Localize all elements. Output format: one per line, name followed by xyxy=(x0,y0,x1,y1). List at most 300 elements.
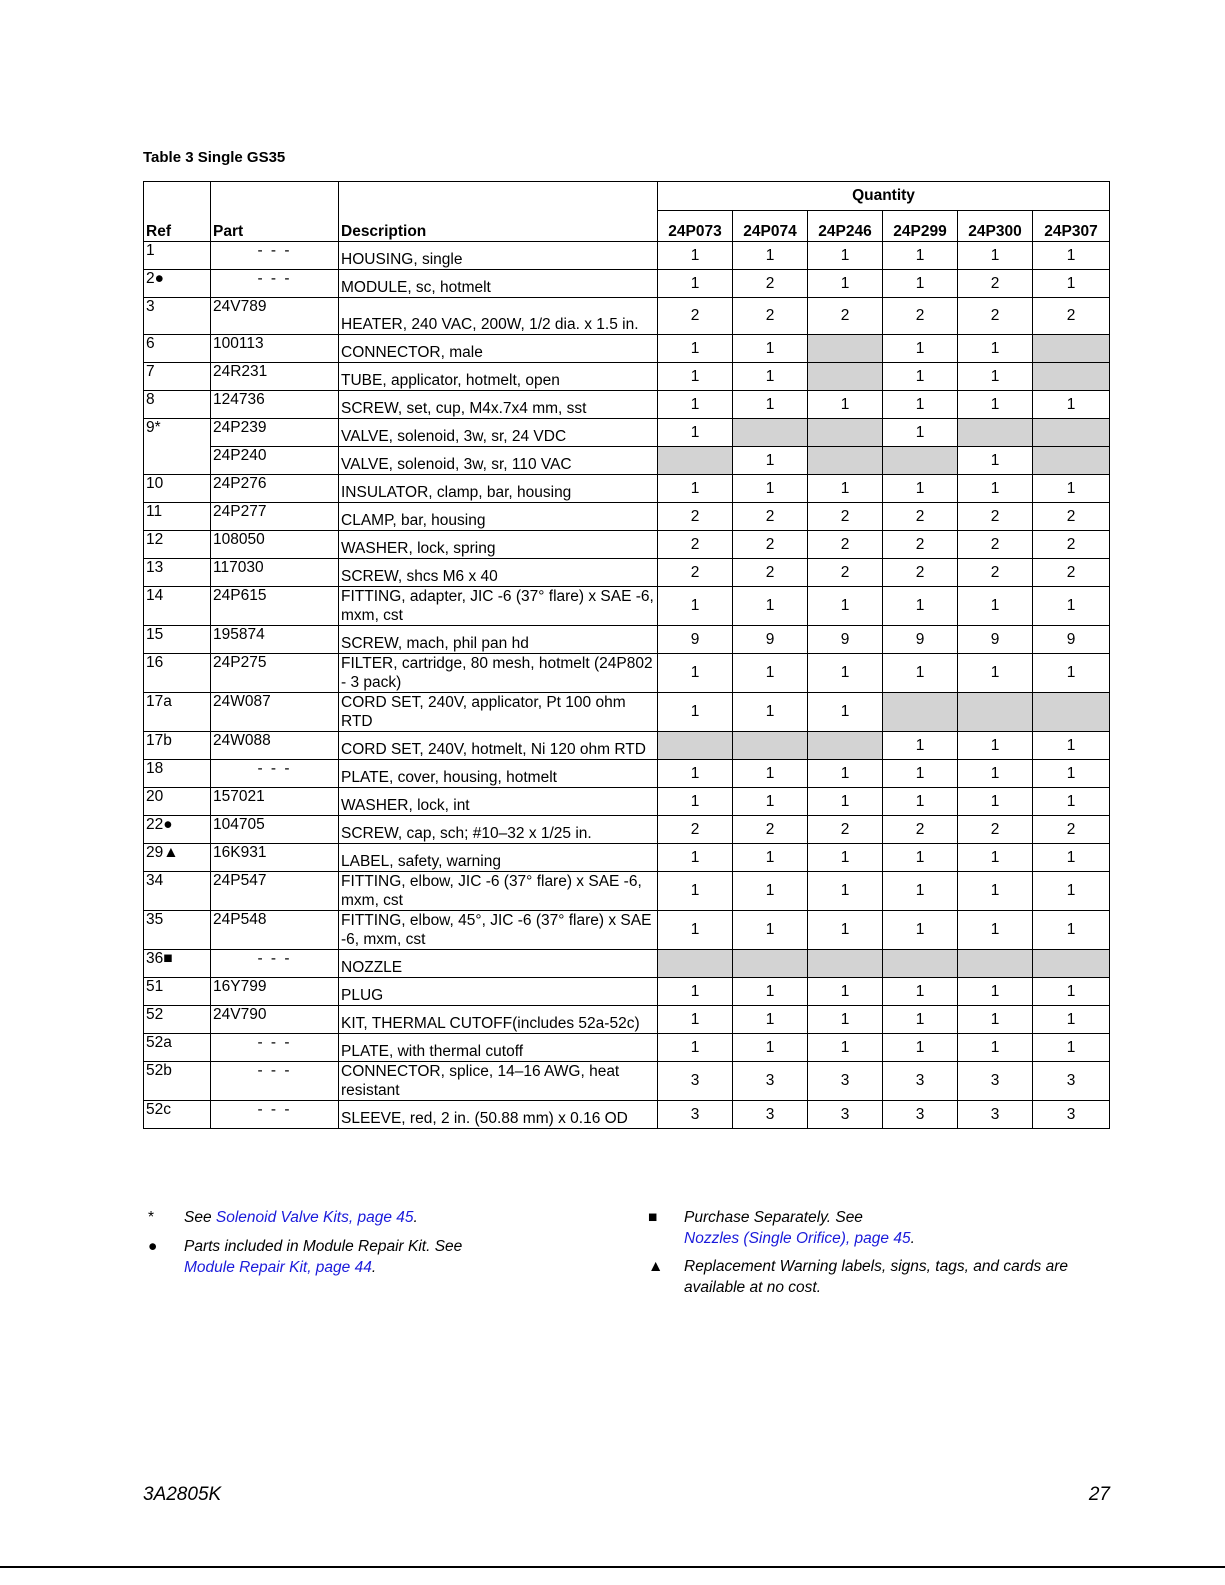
quantity-cell: 2 xyxy=(1033,298,1110,335)
quantity-cell: 3 xyxy=(1033,1101,1110,1129)
part-cell: 16Y799 xyxy=(211,978,339,1006)
quantity-cell: 1 xyxy=(808,587,883,626)
quantity-cell: 2 xyxy=(658,816,733,844)
ref-cell: 18 xyxy=(144,760,211,788)
table-row xyxy=(144,242,1110,270)
table-row xyxy=(144,760,1110,788)
quantity-cell: 1 xyxy=(958,447,1033,475)
description-header: Description xyxy=(339,182,658,242)
footnote-period: . xyxy=(371,1259,377,1276)
part-cell: 24W088 xyxy=(211,732,339,760)
quantity-cell: 1 xyxy=(808,270,883,298)
page-number: 27 xyxy=(1088,1484,1110,1505)
part-cell: 24P277 xyxy=(211,503,339,531)
quantity-cell: 2 xyxy=(733,270,808,298)
quantity-cell: 1 xyxy=(658,1034,733,1062)
quantity-cell: 1 xyxy=(658,391,733,419)
part-cell: 24P240 xyxy=(211,447,339,475)
description-cell: WASHER, lock, int xyxy=(339,788,658,816)
ref-cell: 10 xyxy=(144,475,211,503)
table-row xyxy=(144,559,1110,587)
quantity-cell: 1 xyxy=(883,335,958,363)
quantity-cell: 1 xyxy=(808,242,883,270)
part-cell: - - - xyxy=(211,950,339,978)
quantity-cell: 2 xyxy=(1033,559,1110,587)
quantity-cell: 9 xyxy=(1033,626,1110,654)
part-cell: 24W087 xyxy=(211,693,339,732)
part-cell: - - - xyxy=(211,760,339,788)
quantity-cell-shaded xyxy=(1033,419,1110,447)
ref-cell: 34 xyxy=(144,872,211,911)
quantity-cell: 2 xyxy=(658,559,733,587)
model-header: 24P246 xyxy=(808,211,883,242)
quantity-cell: 1 xyxy=(1033,911,1110,950)
square-icon: ■ xyxy=(648,1209,658,1226)
ref-header: Ref xyxy=(144,182,211,242)
quantity-cell: 2 xyxy=(808,816,883,844)
description-cell: CLAMP, bar, housing xyxy=(339,503,658,531)
table-caption: Table 3 Single GS35 xyxy=(143,149,286,166)
quantity-cell: 1 xyxy=(808,693,883,732)
quantity-cell-shaded xyxy=(808,447,883,475)
quantity-cell: 2 xyxy=(883,816,958,844)
quantity-cell: 1 xyxy=(658,872,733,911)
quantity-cell: 1 xyxy=(883,587,958,626)
part-cell: - - - xyxy=(211,270,339,298)
quantity-cell: 2 xyxy=(808,559,883,587)
quantity-cell-shaded xyxy=(958,693,1033,732)
ref-cell: 15 xyxy=(144,626,211,654)
quantity-cell-shaded xyxy=(1033,335,1110,363)
quantity-cell: 1 xyxy=(1033,732,1110,760)
ref-cell: 16 xyxy=(144,654,211,693)
ref-cell: 14 xyxy=(144,587,211,626)
table-row xyxy=(144,911,1110,950)
quantity-cell: 9 xyxy=(883,626,958,654)
quantity-cell: 3 xyxy=(958,1062,1033,1101)
quantity-cell-shaded xyxy=(733,950,808,978)
quantity-cell-shaded xyxy=(658,950,733,978)
quantity-cell: 1 xyxy=(958,587,1033,626)
table-row xyxy=(144,531,1110,559)
quantity-cell: 1 xyxy=(808,911,883,950)
quantity-cell: 9 xyxy=(808,626,883,654)
solenoid-valve-kits-link[interactable]: Solenoid Valve Kits, page 45 xyxy=(215,1209,414,1226)
description-cell: MODULE, sc, hotmelt xyxy=(339,270,658,298)
quantity-cell: 1 xyxy=(808,1006,883,1034)
part-cell: 124736 xyxy=(211,391,339,419)
part-cell: 157021 xyxy=(211,788,339,816)
table-row xyxy=(144,1101,1110,1129)
quantity-cell: 3 xyxy=(958,1101,1033,1129)
quantity-cell: 3 xyxy=(808,1062,883,1101)
quantity-cell: 1 xyxy=(883,270,958,298)
description-cell: SCREW, cap, sch; #10–32 x 1/25 in. xyxy=(339,816,658,844)
quantity-cell: 2 xyxy=(958,503,1033,531)
description-cell: PLUG xyxy=(339,978,658,1006)
part-cell: 104705 xyxy=(211,816,339,844)
quantity-cell: 3 xyxy=(658,1062,733,1101)
quantity-cell: 1 xyxy=(733,911,808,950)
quantity-cell: 1 xyxy=(658,475,733,503)
quantity-cell-shaded xyxy=(658,732,733,760)
quantity-cell: 1 xyxy=(808,760,883,788)
table-row xyxy=(144,693,1110,732)
parts-table xyxy=(143,181,1110,1129)
description-cell: HOUSING, single xyxy=(339,242,658,270)
table-row xyxy=(144,298,1110,335)
quantity-cell: 1 xyxy=(658,760,733,788)
part-cell: 108050 xyxy=(211,531,339,559)
quantity-cell: 1 xyxy=(1033,654,1110,693)
description-cell: CORD SET, 240V, applicator, Pt 100 ohm RTD xyxy=(339,693,658,732)
quantity-cell: 2 xyxy=(733,503,808,531)
quantity-cell: 2 xyxy=(733,559,808,587)
part-cell: 195874 xyxy=(211,626,339,654)
quantity-cell: 3 xyxy=(883,1101,958,1129)
quantity-cell: 1 xyxy=(883,1034,958,1062)
table-row xyxy=(144,978,1110,1006)
description-cell: SCREW, mach, phil pan hd xyxy=(339,626,658,654)
table-row xyxy=(144,335,1110,363)
quantity-cell-shaded xyxy=(1033,363,1110,391)
table-row xyxy=(144,391,1110,419)
description-cell: TUBE, applicator, hotmelt, open xyxy=(339,363,658,391)
ref-cell: 3 xyxy=(144,298,211,335)
quantity-cell: 9 xyxy=(958,626,1033,654)
ref-cell: 9* xyxy=(144,419,211,447)
quantity-cell-shaded xyxy=(958,419,1033,447)
description-cell: FITTING, elbow, JIC -6 (37° flare) x SAE -6, mxm, cst xyxy=(339,872,658,911)
quantity-cell: 1 xyxy=(1033,587,1110,626)
quantity-cell: 1 xyxy=(733,475,808,503)
module-repair-kit-link[interactable]: Module Repair Kit, page 44 xyxy=(184,1259,372,1276)
quantity-header: Quantity xyxy=(658,182,1110,211)
quantity-cell: 1 xyxy=(883,872,958,911)
table-row xyxy=(144,844,1110,872)
description-cell: SCREW, shcs M6 x 40 xyxy=(339,559,658,587)
quantity-cell-shaded xyxy=(808,419,883,447)
part-cell: 24P275 xyxy=(211,654,339,693)
quantity-cell: 1 xyxy=(808,844,883,872)
quantity-cell-shaded xyxy=(883,693,958,732)
quantity-cell: 1 xyxy=(883,788,958,816)
quantity-cell: 1 xyxy=(733,447,808,475)
quantity-cell: 1 xyxy=(1033,242,1110,270)
ref-cell: 52a xyxy=(144,1034,211,1062)
quantity-cell: 1 xyxy=(658,242,733,270)
quantity-cell: 1 xyxy=(958,760,1033,788)
quantity-cell: 2 xyxy=(883,531,958,559)
quantity-cell: 2 xyxy=(658,298,733,335)
description-cell: PLATE, with thermal cutoff xyxy=(339,1034,658,1062)
ref-cell: 11 xyxy=(144,503,211,531)
model-header: 24P074 xyxy=(733,211,808,242)
quantity-cell: 2 xyxy=(658,531,733,559)
description-cell: CONNECTOR, splice, 14–16 AWG, heat resistant xyxy=(339,1062,658,1101)
description-cell: KIT, THERMAL CUTOFF(includes 52a-52c) xyxy=(339,1006,658,1034)
quantity-cell-shaded xyxy=(883,950,958,978)
quantity-cell: 1 xyxy=(733,760,808,788)
bullet-dot-icon: ● xyxy=(148,1238,158,1255)
part-cell: 24P548 xyxy=(211,911,339,950)
quantity-cell-shaded xyxy=(1033,950,1110,978)
ref-cell: 52b xyxy=(144,1062,211,1101)
parts-body xyxy=(144,242,1110,1129)
quantity-cell: 2 xyxy=(1033,816,1110,844)
quantity-cell: 1 xyxy=(658,693,733,732)
table-row xyxy=(144,1034,1110,1062)
quantity-cell: 1 xyxy=(733,1006,808,1034)
ref-cell: 51 xyxy=(144,978,211,1006)
quantity-cell: 1 xyxy=(1033,391,1110,419)
quantity-cell-shaded xyxy=(1033,447,1110,475)
quantity-cell: 1 xyxy=(958,475,1033,503)
description-cell: PLATE, cover, housing, hotmelt xyxy=(339,760,658,788)
quantity-cell: 1 xyxy=(883,1006,958,1034)
quantity-cell: 1 xyxy=(1033,872,1110,911)
model-header: 24P073 xyxy=(658,211,733,242)
description-cell: HEATER, 240 VAC, 200W, 1/2 dia. x 1.5 in. xyxy=(339,298,658,335)
quantity-cell: 1 xyxy=(658,788,733,816)
quantity-cell: 1 xyxy=(883,760,958,788)
table-row xyxy=(144,950,1110,978)
quantity-cell: 2 xyxy=(808,298,883,335)
quantity-cell: 1 xyxy=(808,1034,883,1062)
nozzles-link[interactable]: Nozzles (Single Orifice), page 45 xyxy=(684,1230,911,1247)
part-cell: 24V790 xyxy=(211,1006,339,1034)
quantity-cell: 1 xyxy=(883,654,958,693)
quantity-cell: 2 xyxy=(958,559,1033,587)
footnote-text: Parts included in Module Repair Kit. See xyxy=(184,1238,463,1255)
part-cell: 24P239 xyxy=(211,419,339,447)
quantity-cell: 3 xyxy=(883,1062,958,1101)
table-row xyxy=(144,1006,1110,1034)
model-header: 24P299 xyxy=(883,211,958,242)
description-cell: LABEL, safety, warning xyxy=(339,844,658,872)
quantity-cell: 9 xyxy=(733,626,808,654)
ref-cell: 17b xyxy=(144,732,211,760)
quantity-cell: 1 xyxy=(733,788,808,816)
description-cell: FITTING, adapter, JIC -6 (37° flare) x SAE -6, mxm, cst xyxy=(339,587,658,626)
table-row xyxy=(144,816,1110,844)
table-row xyxy=(144,872,1110,911)
quantity-cell: 1 xyxy=(658,587,733,626)
quantity-cell: 1 xyxy=(658,1006,733,1034)
quantity-cell: 1 xyxy=(883,911,958,950)
part-cell: - - - xyxy=(211,1101,339,1129)
quantity-cell: 1 xyxy=(1033,760,1110,788)
quantity-cell: 1 xyxy=(958,872,1033,911)
quantity-cell: 2 xyxy=(808,531,883,559)
quantity-cell: 1 xyxy=(958,911,1033,950)
quantity-cell: 1 xyxy=(958,732,1033,760)
description-cell: CONNECTOR, male xyxy=(339,335,658,363)
footnote-text: Purchase Separately. See xyxy=(684,1209,863,1226)
ref-cell: 36■ xyxy=(144,950,211,978)
quantity-cell-shaded xyxy=(808,363,883,391)
model-header: 24P307 xyxy=(1033,211,1110,242)
description-cell: VALVE, solenoid, 3w, sr, 110 VAC xyxy=(339,447,658,475)
quantity-cell: 1 xyxy=(883,844,958,872)
part-cell: 24P547 xyxy=(211,872,339,911)
table-row xyxy=(144,654,1110,693)
quantity-cell: 2 xyxy=(808,503,883,531)
quantity-cell: 2 xyxy=(733,816,808,844)
part-cell: 16K931 xyxy=(211,844,339,872)
quantity-cell: 1 xyxy=(883,978,958,1006)
quantity-cell: 1 xyxy=(958,844,1033,872)
part-cell: 24V789 xyxy=(211,298,339,335)
ref-cell: 20 xyxy=(144,788,211,816)
quantity-cell: 1 xyxy=(658,844,733,872)
table-row xyxy=(144,626,1110,654)
description-cell: FILTER, cartridge, 80 mesh, hotmelt (24P802 - 3 pack) xyxy=(339,654,658,693)
quantity-cell: 1 xyxy=(733,978,808,1006)
quantity-cell: 1 xyxy=(1033,788,1110,816)
quantity-cell: 1 xyxy=(1033,1006,1110,1034)
quantity-cell: 1 xyxy=(883,475,958,503)
quantity-cell: 1 xyxy=(733,872,808,911)
footnote-text: Replacement Warning labels, signs, tags, and cards are available at no cost. xyxy=(684,1258,1068,1296)
quantity-cell: 1 xyxy=(883,391,958,419)
ref-cell: 22● xyxy=(144,816,211,844)
quantity-cell: 1 xyxy=(733,363,808,391)
table-row xyxy=(144,1062,1110,1101)
ref-cell: 2● xyxy=(144,270,211,298)
quantity-cell: 1 xyxy=(1033,270,1110,298)
ref-cell: 17a xyxy=(144,693,211,732)
quantity-cell-shaded xyxy=(958,950,1033,978)
quantity-cell: 1 xyxy=(808,654,883,693)
quantity-cell: 1 xyxy=(733,654,808,693)
ref-cell xyxy=(144,447,211,475)
ref-cell: 52 xyxy=(144,1006,211,1034)
description-cell: CORD SET, 240V, hotmelt, Ni 120 ohm RTD xyxy=(339,732,658,760)
footnote-period: . xyxy=(910,1230,915,1247)
quantity-cell-shaded xyxy=(1033,693,1110,732)
quantity-cell: 1 xyxy=(733,391,808,419)
description-cell: SLEEVE, red, 2 in. (50.88 mm) x 0.16 OD xyxy=(339,1101,658,1129)
quantity-cell: 1 xyxy=(958,242,1033,270)
document-number: 3A2805K xyxy=(143,1484,222,1505)
quantity-cell: 1 xyxy=(958,1006,1033,1034)
quantity-cell: 2 xyxy=(958,531,1033,559)
footnote-text: See xyxy=(184,1209,216,1226)
quantity-cell: 1 xyxy=(658,270,733,298)
quantity-cell: 1 xyxy=(958,654,1033,693)
quantity-cell: 1 xyxy=(733,844,808,872)
quantity-cell: 1 xyxy=(658,419,733,447)
ref-cell: 13 xyxy=(144,559,211,587)
quantity-cell: 1 xyxy=(808,475,883,503)
quantity-cell: 2 xyxy=(658,503,733,531)
quantity-cell: 2 xyxy=(733,531,808,559)
part-cell: 117030 xyxy=(211,559,339,587)
quantity-cell: 1 xyxy=(883,363,958,391)
table-row xyxy=(144,419,1110,447)
quantity-cell: 1 xyxy=(883,732,958,760)
quantity-cell-shaded xyxy=(808,732,883,760)
quantity-cell: 1 xyxy=(1033,1034,1110,1062)
footnote-period: . xyxy=(413,1209,418,1226)
quantity-cell: 1 xyxy=(808,788,883,816)
table-row xyxy=(144,363,1110,391)
quantity-cell: 1 xyxy=(733,1034,808,1062)
part-cell: 24P276 xyxy=(211,475,339,503)
part-cell: 24P615 xyxy=(211,587,339,626)
ref-cell: 6 xyxy=(144,335,211,363)
quantity-cell-shaded xyxy=(658,447,733,475)
description-cell: NOZZLE xyxy=(339,950,658,978)
part-header: Part xyxy=(211,182,339,242)
table-row xyxy=(144,732,1110,760)
quantity-cell: 2 xyxy=(958,816,1033,844)
quantity-cell: 2 xyxy=(883,298,958,335)
quantity-cell: 1 xyxy=(958,978,1033,1006)
part-cell: 100113 xyxy=(211,335,339,363)
ref-cell: 12 xyxy=(144,531,211,559)
table-row xyxy=(144,475,1110,503)
bottom-rule xyxy=(0,1566,1225,1568)
quantity-cell: 3 xyxy=(1033,1062,1110,1101)
ref-cell: 35 xyxy=(144,911,211,950)
quantity-cell: 2 xyxy=(958,270,1033,298)
quantity-cell: 3 xyxy=(658,1101,733,1129)
quantity-cell: 1 xyxy=(733,335,808,363)
quantity-cell: 1 xyxy=(658,363,733,391)
quantity-cell: 1 xyxy=(658,335,733,363)
table-row xyxy=(144,447,1110,475)
quantity-cell: 1 xyxy=(733,587,808,626)
quantity-cell: 1 xyxy=(958,1034,1033,1062)
table-row xyxy=(144,270,1110,298)
quantity-cell: 2 xyxy=(733,298,808,335)
ref-cell: 29▲ xyxy=(144,844,211,872)
table-row xyxy=(144,503,1110,531)
quantity-cell: 1 xyxy=(958,788,1033,816)
quantity-cell: 1 xyxy=(958,391,1033,419)
quantity-cell: 1 xyxy=(808,391,883,419)
quantity-cell: 1 xyxy=(658,654,733,693)
ref-cell: 8 xyxy=(144,391,211,419)
quantity-cell: 1 xyxy=(958,363,1033,391)
ref-cell: 52c xyxy=(144,1101,211,1129)
description-cell: WASHER, lock, spring xyxy=(339,531,658,559)
quantity-cell: 1 xyxy=(883,242,958,270)
quantity-cell: 1 xyxy=(733,242,808,270)
quantity-cell: 3 xyxy=(808,1101,883,1129)
part-cell: - - - xyxy=(211,242,339,270)
asterisk-symbol: * xyxy=(148,1209,155,1226)
quantity-cell: 1 xyxy=(883,419,958,447)
quantity-cell: 2 xyxy=(1033,503,1110,531)
quantity-cell: 1 xyxy=(958,335,1033,363)
quantity-cell-shaded xyxy=(733,732,808,760)
part-cell: 24R231 xyxy=(211,363,339,391)
part-cell: - - - xyxy=(211,1034,339,1062)
quantity-cell-shaded xyxy=(808,950,883,978)
quantity-cell: 3 xyxy=(733,1062,808,1101)
quantity-cell: 1 xyxy=(733,693,808,732)
quantity-cell: 1 xyxy=(1033,844,1110,872)
description-cell: FITTING, elbow, 45°, JIC -6 (37° flare) x SAE -6, mxm, cst xyxy=(339,911,658,950)
quantity-cell: 1 xyxy=(1033,475,1110,503)
quantity-cell: 3 xyxy=(733,1101,808,1129)
quantity-cell: 1 xyxy=(808,978,883,1006)
quantity-cell: 2 xyxy=(1033,531,1110,559)
quantity-cell: 9 xyxy=(658,626,733,654)
